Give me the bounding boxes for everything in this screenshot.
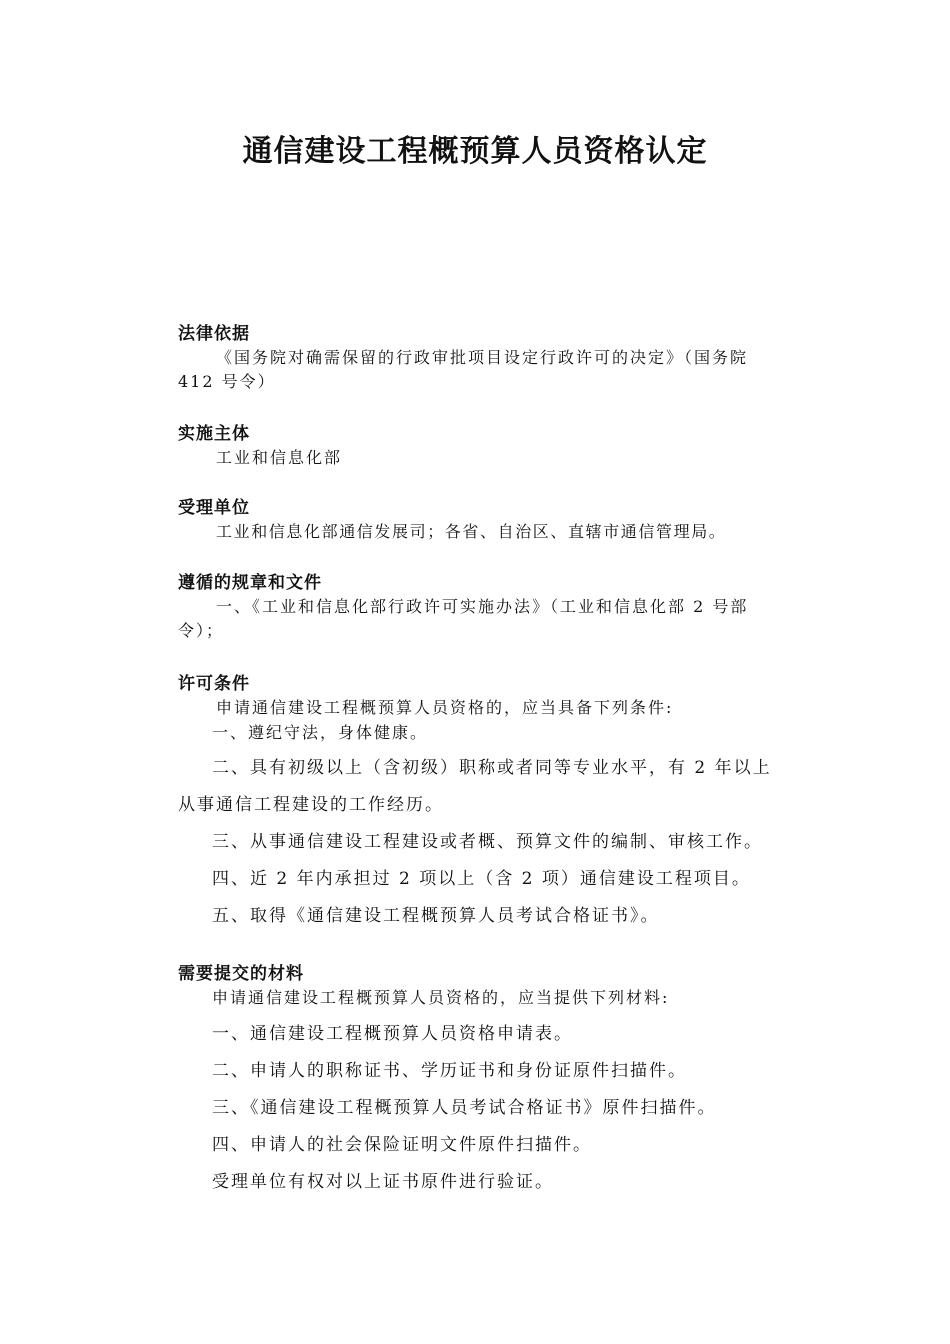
regulations-heading: 遵循的规章和文件	[178, 573, 322, 593]
condition-item: 五、取得《通信建设工程概预算人员考试合格证书》。	[212, 906, 660, 926]
material-item: 一、通信建设工程概预算人员资格申请表。	[212, 1024, 573, 1044]
materials-list	[178, 1016, 778, 1201]
page-title: 通信建设工程概预算人员资格认定	[242, 134, 708, 169]
conditions-list	[178, 750, 778, 935]
accepting-unit-section	[178, 496, 778, 544]
legal-basis-section	[178, 322, 778, 394]
accepting-unit-text: 工业和信息化部通信发展司；各省、自治区、直辖市通信管理局。	[216, 522, 727, 541]
implementing-body-section	[178, 422, 778, 470]
conditions-intro: 申请通信建设工程概预算人员资格的，应当具备下列条件:	[216, 698, 674, 717]
materials-heading: 需要提交的材料	[178, 964, 304, 984]
materials-note: 受理单位有权对以上证书原件进行验证。	[212, 1172, 554, 1192]
accepting-unit-heading: 受理单位	[178, 498, 250, 518]
condition-item: 四、近 2 年内承担过 2 项以上（含 2 项）通信建设工程项目。	[212, 869, 751, 889]
materials-intro: 申请通信建设工程概预算人员资格的，应当提供下列材料:	[212, 988, 670, 1007]
implementing-body-text: 工业和信息化部	[216, 448, 343, 467]
condition-item: 三、从事通信建设工程建设或者概、预算文件的编制、审核工作。	[212, 832, 763, 852]
regulations-section	[178, 571, 778, 643]
conditions-section	[178, 672, 778, 746]
condition-item: 一、遵纪守法，身体健康。	[212, 723, 429, 742]
material-item: 二、申请人的职称证书、学历证书和身份证原件扫描件。	[212, 1061, 687, 1081]
legal-basis-text: 《国务院对确需保留的行政审批项目设定行政许可的决定》（国务院 412 号令）	[178, 348, 749, 391]
legal-basis-heading: 法律依据	[178, 324, 250, 344]
material-item: 四、申请人的社会保险证明文件原件扫描件。	[212, 1135, 592, 1155]
condition-item: 二、具有初级以上（含初级）职称或者同等专业水平，有 2 年以上从事通信工程建设的工作经历。	[178, 758, 772, 815]
material-item: 三、《通信建设工程概预算人员考试合格证书》原件扫描件。	[212, 1098, 717, 1118]
conditions-heading: 许可条件	[178, 674, 250, 694]
implementing-body-heading: 实施主体	[178, 424, 250, 444]
materials-section	[178, 962, 778, 1010]
regulations-text: 一、《工业和信息化部行政许可实施办法》（工业和信息化部 2 号部令）；	[178, 597, 749, 640]
